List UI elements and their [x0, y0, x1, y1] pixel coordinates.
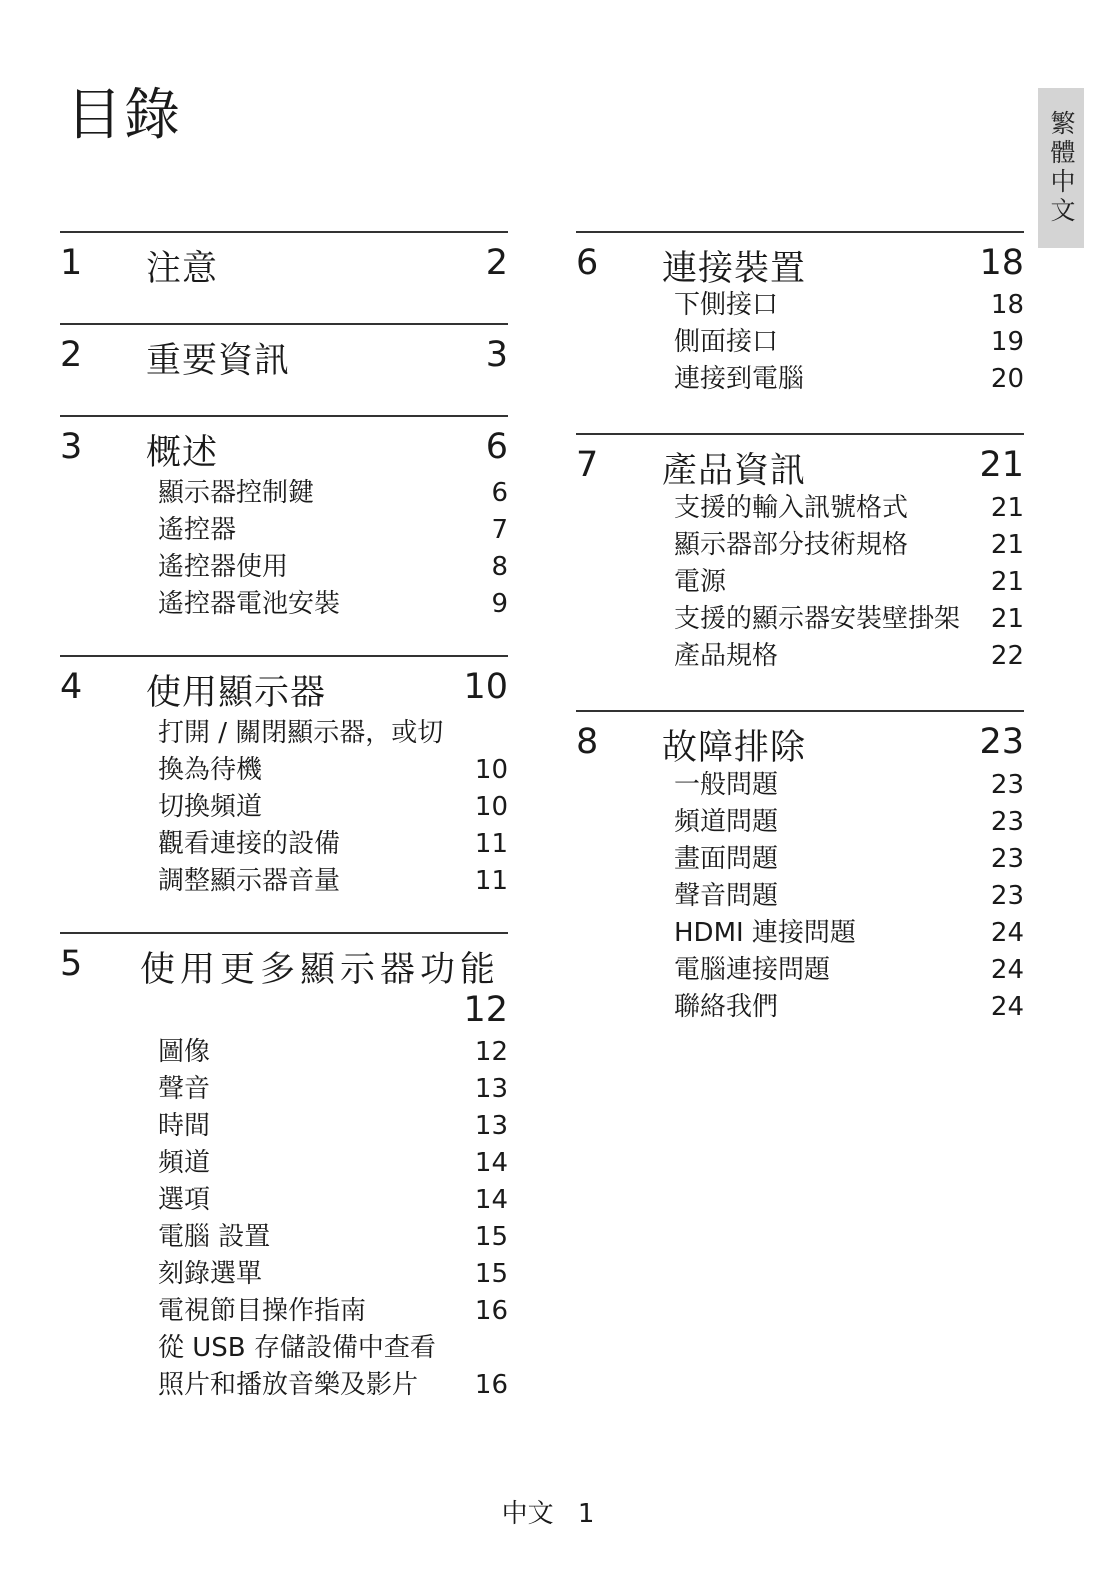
language-tab-label: 繁體中文 [1047, 110, 1076, 226]
toc-item-label: 調整顯示器音量 [158, 866, 341, 896]
section-page: 12 [463, 990, 508, 1030]
toc-item-page: 14 [474, 1185, 508, 1215]
toc-item-page: 24 [990, 955, 1024, 985]
toc-item[interactable] [576, 287, 1024, 324]
toc-item-page: 24 [990, 992, 1024, 1022]
toc-item-label: 從 USB 存儲設備中查看 [158, 1333, 436, 1363]
section-title: 注意 [146, 249, 219, 289]
toc-item-label: 下側接口 [674, 290, 779, 320]
toc-item[interactable] [60, 1071, 508, 1108]
toc-item-label: 一般問題 [674, 770, 779, 800]
toc-item-page: 16 [474, 1296, 508, 1326]
toc-section-header[interactable] [60, 417, 508, 475]
section-title: 連接裝置 [662, 249, 807, 289]
page-title: 目錄 [66, 83, 182, 148]
toc-item-label: 選項 [158, 1185, 211, 1215]
toc-item-page: 15 [474, 1259, 508, 1289]
toc-item-page: 12 [474, 1037, 508, 1067]
toc-item-label: 觀看連接的設備 [158, 829, 341, 859]
toc-item-list [576, 490, 1024, 675]
toc-item[interactable] [60, 1219, 508, 1256]
section-title: 使用顯示器 [146, 673, 327, 713]
toc-item-page: 21 [990, 530, 1024, 560]
toc-item-page: 6 [491, 478, 508, 508]
section-number: 8 [576, 722, 599, 762]
toc-item-label: 遙控器 [158, 515, 237, 545]
toc-section-header[interactable] [60, 325, 508, 383]
toc-section-3 [60, 415, 508, 623]
toc-item-label: 換為待機 [158, 755, 263, 785]
language-tab [1038, 88, 1084, 248]
toc-item[interactable] [576, 767, 1024, 804]
toc-item[interactable] [60, 1182, 508, 1219]
section-page: 23 [979, 722, 1024, 762]
toc-section-5 [60, 932, 508, 1404]
toc-section-6 [576, 231, 1024, 398]
section-number: 2 [60, 335, 83, 375]
toc-item-list [60, 475, 508, 623]
toc-item-label: 顯示器控制鍵 [158, 478, 315, 508]
toc-item[interactable] [60, 1293, 508, 1330]
toc-item-page: 23 [990, 770, 1024, 800]
toc-item-label: 遙控器使用 [158, 552, 289, 582]
section-page: 18 [979, 243, 1024, 283]
footer-page-number: 1 [577, 1499, 595, 1529]
toc-item-list [60, 1034, 508, 1404]
toc-item-label: 產品規格 [674, 641, 779, 671]
toc-item-label: 聯絡我們 [674, 992, 779, 1022]
toc-item-label: 電視節目操作指南 [158, 1296, 367, 1326]
toc-item-label: 圖像 [158, 1037, 211, 1067]
section-number: 6 [576, 243, 599, 283]
toc-item-label: HDMI 連接問題 [674, 918, 856, 948]
toc-item-list [60, 715, 508, 900]
toc-item-page: 13 [474, 1111, 508, 1141]
toc-item[interactable] [576, 841, 1024, 878]
toc-item-page: 11 [474, 829, 508, 859]
toc-item-label: 電腦 設置 [158, 1222, 271, 1252]
toc-section-header[interactable] [576, 712, 1024, 767]
toc-item-page: 21 [990, 567, 1024, 597]
section-title: 概述 [146, 433, 219, 473]
toc-item[interactable] [60, 752, 508, 789]
toc-item-page: 22 [990, 641, 1024, 671]
page-footer [0, 1493, 1096, 1530]
toc-item[interactable] [60, 1330, 508, 1367]
toc-item-label: 頻道 [158, 1148, 211, 1178]
toc-item-page: 7 [491, 515, 508, 545]
toc-section-1 [60, 231, 508, 291]
toc-item-page: 23 [990, 881, 1024, 911]
toc-item[interactable] [576, 989, 1024, 1026]
toc-item-page: 23 [990, 807, 1024, 837]
toc-item[interactable] [60, 1034, 508, 1071]
toc-item[interactable] [60, 863, 508, 900]
section-page: 10 [463, 667, 508, 707]
toc-item[interactable] [576, 490, 1024, 527]
section-number: 4 [60, 667, 83, 707]
toc-item-page: 19 [990, 327, 1024, 357]
toc-section-2 [60, 323, 508, 383]
toc-item[interactable] [60, 586, 508, 623]
toc-item-label: 電源 [674, 567, 727, 597]
toc-item-label: 支援的輸入訊號格式 [674, 493, 909, 523]
toc-item-page: 10 [474, 755, 508, 785]
toc-section-8 [576, 710, 1024, 1026]
toc-item[interactable] [60, 475, 508, 512]
toc-section-header[interactable] [60, 233, 508, 291]
toc-item-label: 頻道問題 [674, 807, 779, 837]
toc-section-header[interactable] [60, 934, 508, 1034]
toc-item[interactable] [60, 1145, 508, 1182]
toc-item-label: 側面接口 [674, 327, 779, 357]
toc-item-page: 18 [990, 290, 1024, 320]
toc-item[interactable] [60, 1367, 508, 1404]
section-number: 3 [60, 427, 83, 467]
toc-item[interactable] [576, 601, 1024, 638]
toc-section-header[interactable] [576, 233, 1024, 287]
toc-item-label: 畫面問題 [674, 844, 779, 874]
toc-item-page: 14 [474, 1148, 508, 1178]
toc-item-page: 8 [491, 552, 508, 582]
toc-item[interactable] [576, 915, 1024, 952]
toc-item[interactable] [576, 527, 1024, 564]
toc-item-page: 21 [990, 493, 1024, 523]
toc-item-page: 15 [474, 1222, 508, 1252]
section-title: 故障排除 [662, 728, 807, 768]
toc-item-label: 連接到電腦 [674, 364, 805, 394]
toc-section-7 [576, 433, 1024, 675]
footer-language: 中文 [501, 1499, 554, 1529]
toc-item-page: 21 [990, 604, 1024, 634]
toc-section-header[interactable] [576, 435, 1024, 490]
toc-item-label: 聲音問題 [674, 881, 779, 911]
toc-item[interactable] [60, 549, 508, 586]
section-number: 1 [60, 243, 83, 283]
toc-item[interactable] [576, 361, 1024, 398]
toc-item-label: 遙控器電池安裝 [158, 589, 341, 619]
toc-item-label: 打開 / 關閉顯示器，或切 [158, 718, 444, 748]
toc-item[interactable] [576, 804, 1024, 841]
toc-item[interactable] [60, 1256, 508, 1293]
toc-item-label: 照片和播放音樂及影片 [158, 1370, 419, 1400]
toc-item-page: 9 [491, 589, 508, 619]
section-page: 6 [485, 427, 508, 467]
toc-item-page: 10 [474, 792, 508, 822]
toc-item-page: 23 [990, 844, 1024, 874]
section-page: 2 [485, 243, 508, 283]
toc-item-label: 支援的顯示器安裝壁掛架 [674, 604, 961, 634]
toc-item-page: 13 [474, 1074, 508, 1104]
toc-item-label: 聲音 [158, 1074, 211, 1104]
section-title: 產品資訊 [662, 451, 807, 491]
toc-item-label: 刻錄選單 [158, 1259, 263, 1289]
section-number: 7 [576, 445, 599, 485]
toc-item[interactable] [60, 512, 508, 549]
toc-section-header[interactable] [60, 657, 508, 715]
toc-item[interactable] [60, 715, 508, 752]
section-title: 使用更多顯示器功能 [140, 950, 501, 990]
toc-section-4 [60, 655, 508, 900]
toc-item[interactable] [60, 1108, 508, 1145]
toc-item-page: 11 [474, 866, 508, 896]
toc-item-list [576, 287, 1024, 398]
toc-item[interactable] [60, 826, 508, 863]
toc-item[interactable] [576, 324, 1024, 361]
toc-item[interactable] [576, 878, 1024, 915]
section-title: 重要資訊 [146, 341, 291, 381]
toc-item[interactable] [60, 789, 508, 826]
section-page: 3 [485, 335, 508, 375]
toc-item[interactable] [576, 952, 1024, 989]
toc-item[interactable] [576, 638, 1024, 675]
toc-item-label: 切換頻道 [158, 792, 263, 822]
section-number: 5 [60, 944, 83, 984]
toc-item[interactable] [576, 564, 1024, 601]
toc-item-page: 16 [474, 1370, 508, 1400]
toc-item-label: 時間 [158, 1111, 211, 1141]
toc-item-page: 24 [990, 918, 1024, 948]
toc-item-label: 顯示器部分技術規格 [674, 530, 909, 560]
toc-item-label: 電腦連接問題 [674, 955, 831, 985]
toc-item-page: 20 [990, 364, 1024, 394]
section-page: 21 [979, 445, 1024, 485]
toc-item-list [576, 767, 1024, 1026]
